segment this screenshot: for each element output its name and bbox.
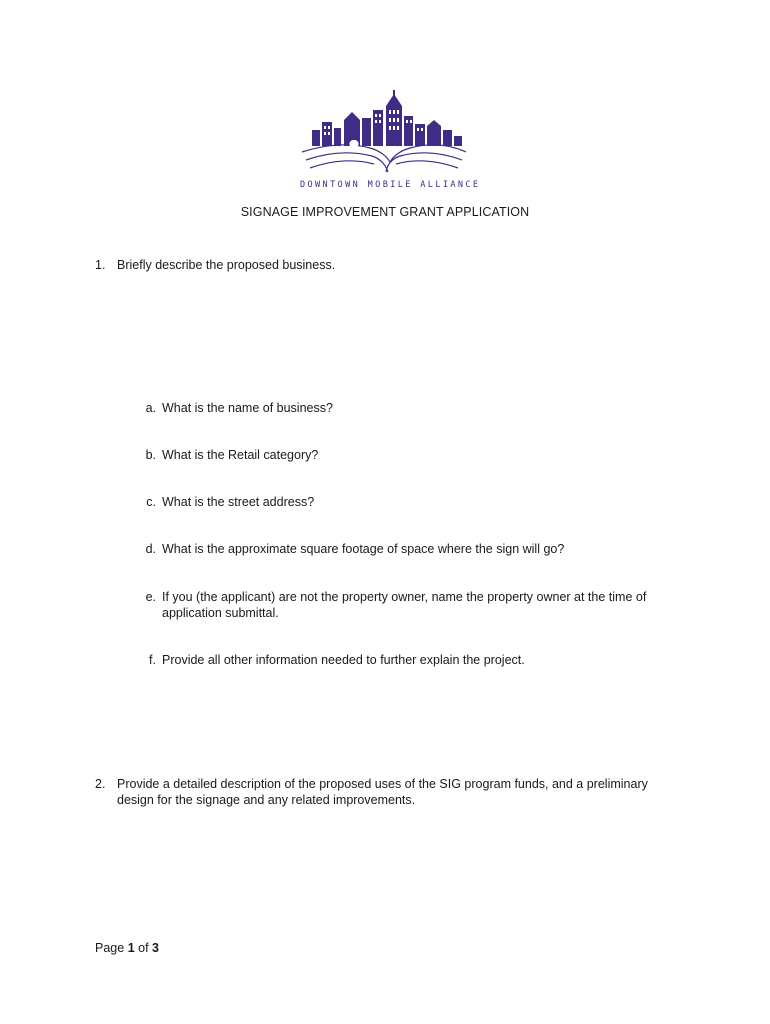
- subquestion-letter: b.: [145, 448, 156, 462]
- subquestion-text: Provide all other information needed to further explain the project.: [162, 653, 525, 667]
- subquestion-text: What is the street address?: [162, 495, 315, 509]
- subquestion-text: What is the Retail category?: [162, 448, 319, 462]
- question-text: Briefly describe the proposed business.: [117, 258, 336, 272]
- subquestion-text: What is the approximate square footage of space where the sign will go?: [162, 542, 565, 556]
- question-number: 2.: [95, 777, 106, 791]
- page-footer: [95, 941, 159, 955]
- downtown-mobile-alliance-logo: [300, 90, 481, 198]
- page-label: Page: [95, 941, 125, 955]
- subquestion-letter: c.: [146, 495, 156, 509]
- question-number: 1.: [95, 258, 106, 272]
- subquestion-letter: a.: [145, 401, 156, 415]
- question-text: Provide a detailed description of the proposed uses of the SIG program funds, and a preliminary design for the signage and any related improvements.: [117, 777, 648, 807]
- logo-text: DOWNTOWN MOBILE ALLIANCE: [300, 180, 481, 190]
- of-label: of: [138, 941, 149, 955]
- subquestion-letter: e.: [145, 590, 156, 604]
- subquestion-letter: d.: [145, 542, 156, 556]
- current-page-number: 1: [127, 941, 135, 955]
- total-pages-number: 3: [152, 941, 159, 955]
- city-skyline-logo-icon: [300, 90, 468, 180]
- subquestion-text: If you (the applicant) are not the property owner, name the property owner at the time of application submittal.: [162, 590, 647, 620]
- subquestion-letter: f.: [149, 653, 156, 667]
- subquestion-text: What is the name of business?: [162, 401, 333, 415]
- document-title: SIGNAGE IMPROVEMENT GRANT APPLICATION: [240, 205, 530, 219]
